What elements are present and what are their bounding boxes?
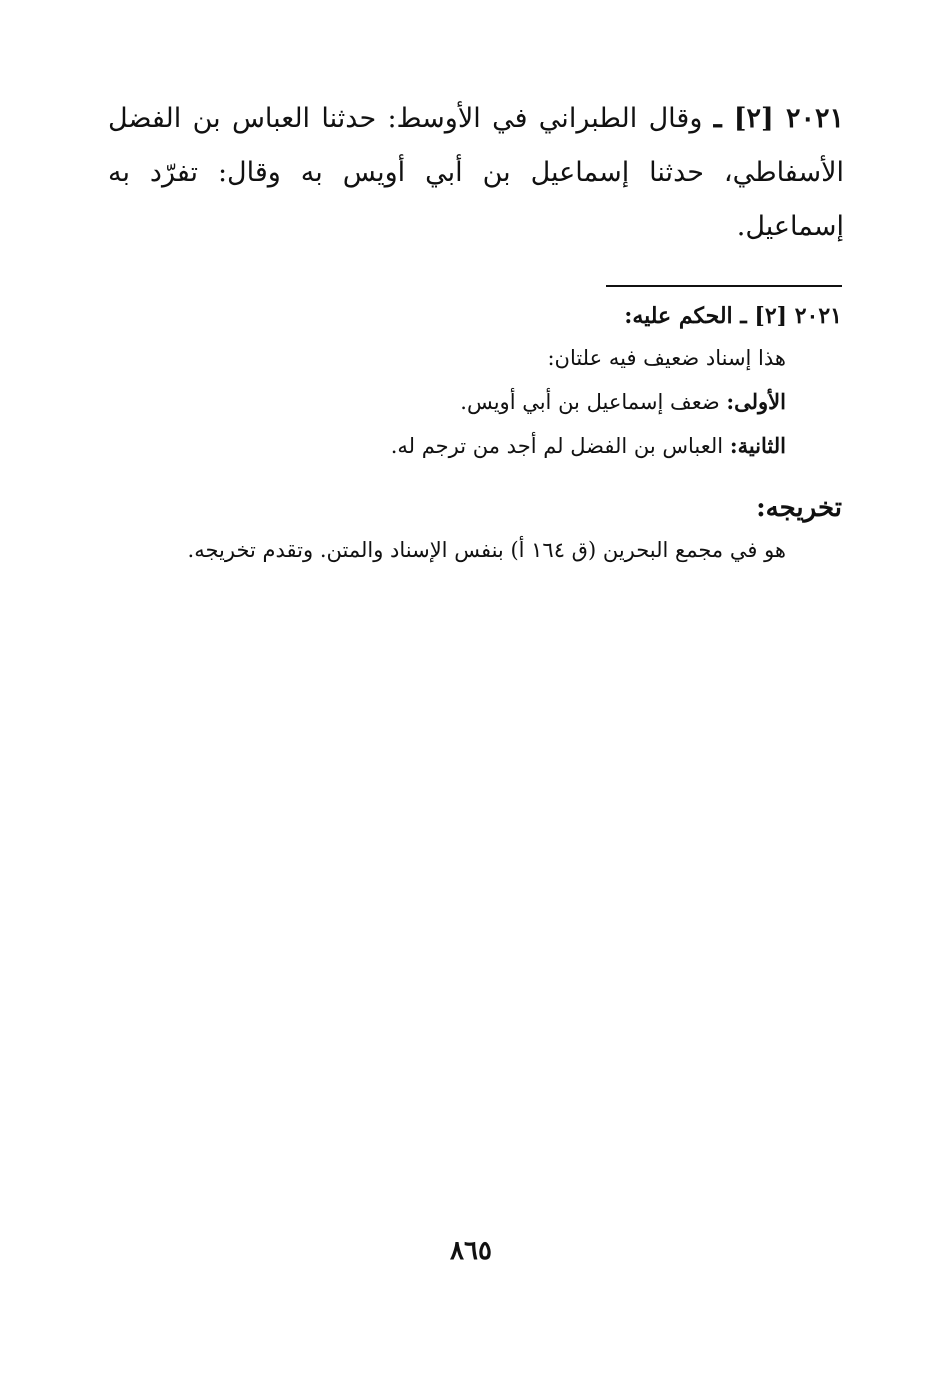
ruling-second-reason <box>150 424 842 468</box>
hadith-number: ٢٠٢١ [٢] ـ <box>713 103 844 134</box>
first-reason-text: ضعف إسماعيل بن أبي أويس. <box>460 390 720 414</box>
hadith-paragraph <box>108 92 844 254</box>
takhrij-heading: تخريجه: <box>756 493 842 523</box>
page-number: ٨٦٥ <box>450 1236 492 1266</box>
footnote-divider <box>606 285 842 287</box>
notes-section <box>150 296 842 570</box>
takhrij-text: هو في مجمع البحرين (ق ١٦٤ أ) بنفس الإسناد والمتن. وتقدم تخريجه. <box>187 538 786 562</box>
hadith-text: وقال الطبراني في الأوسط: حدثنا العباس بن الفضل الأسفاطي، حدثنا إسماعيل بن أبي أويس به وقال: تفرّد به إسماعيل. <box>108 103 844 242</box>
second-reason-text: العباس بن الفضل لم أجد من ترجم له. <box>390 434 724 458</box>
ruling-heading: ٢٠٢١ [٢] ـ الحكم عليه: <box>624 303 842 329</box>
second-reason-label: الثانية: <box>729 433 786 458</box>
ruling-intro: هذا إسناد ضعيف فيه علتان: <box>547 346 786 370</box>
ruling-first-reason <box>150 380 842 424</box>
first-reason-label: الأولى: <box>726 389 786 414</box>
